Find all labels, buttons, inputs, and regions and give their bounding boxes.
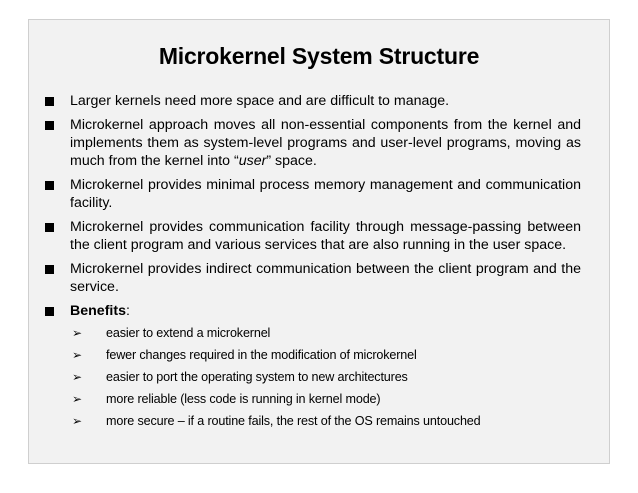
arrowhead-bullet-icon: ➢: [72, 414, 82, 428]
bullet-text-part: ” space.: [266, 153, 317, 169]
arrowhead-bullet-icon: ➢: [72, 392, 82, 406]
benefit-item: [70, 413, 581, 429]
bullet-list: [43, 92, 581, 435]
benefit-item: [70, 347, 581, 363]
benefit-item: [70, 391, 581, 407]
benefit-text: more secure – if a routine fails, the rest of the OS remains untouched: [106, 414, 481, 428]
emphasis-user: user: [238, 153, 267, 169]
bullet-text: Larger kernels need more space and are difficult to manage.: [70, 93, 450, 109]
black-square-bullet-icon: [45, 121, 54, 130]
bullet-text: [70, 303, 130, 319]
benefit-text: fewer changes required in the modification of microkernel: [106, 348, 417, 362]
bullet-item: [43, 116, 581, 170]
bullet-item: [43, 176, 581, 212]
benefit-item: [70, 369, 581, 385]
benefit-text: easier to port the operating system to new architectures: [106, 370, 408, 384]
bullet-item-benefits: [43, 302, 581, 429]
bullet-text: Microkernel provides communication facility through message-passing between the client program and various services that are also running in the user space.: [70, 219, 581, 253]
benefit-text: easier to extend a microkernel: [106, 326, 271, 340]
benefits-list: [70, 325, 581, 429]
bullet-text: Microkernel provides indirect communication between the client program and the service.: [70, 261, 581, 295]
black-square-bullet-icon: [45, 265, 54, 274]
benefits-colon: :: [125, 303, 130, 319]
slide: [28, 19, 610, 464]
benefit-item: [70, 325, 581, 341]
arrowhead-bullet-icon: ➢: [72, 370, 82, 384]
arrowhead-bullet-icon: ➢: [72, 348, 82, 362]
benefit-text: more reliable (less code is running in kernel mode): [106, 392, 381, 406]
bullet-text-part: Microkernel approach moves all non-essential components from the kernel and implements them as system-level programs and user-level programs, moving as much from the kernel into “: [70, 117, 581, 169]
benefits-label: Benefits: [70, 303, 126, 319]
bullet-item: [43, 218, 581, 254]
bullet-item: [43, 260, 581, 296]
arrowhead-bullet-icon: ➢: [72, 326, 82, 340]
bullet-text: [70, 117, 581, 169]
bullet-item: [43, 92, 581, 110]
slide-title: Microkernel System Structure: [158, 43, 480, 69]
black-square-bullet-icon: [45, 97, 54, 106]
bullet-text: Microkernel provides minimal process memory management and communication facility.: [70, 177, 581, 211]
black-square-bullet-icon: [45, 307, 54, 316]
black-square-bullet-icon: [45, 223, 54, 232]
black-square-bullet-icon: [45, 181, 54, 190]
